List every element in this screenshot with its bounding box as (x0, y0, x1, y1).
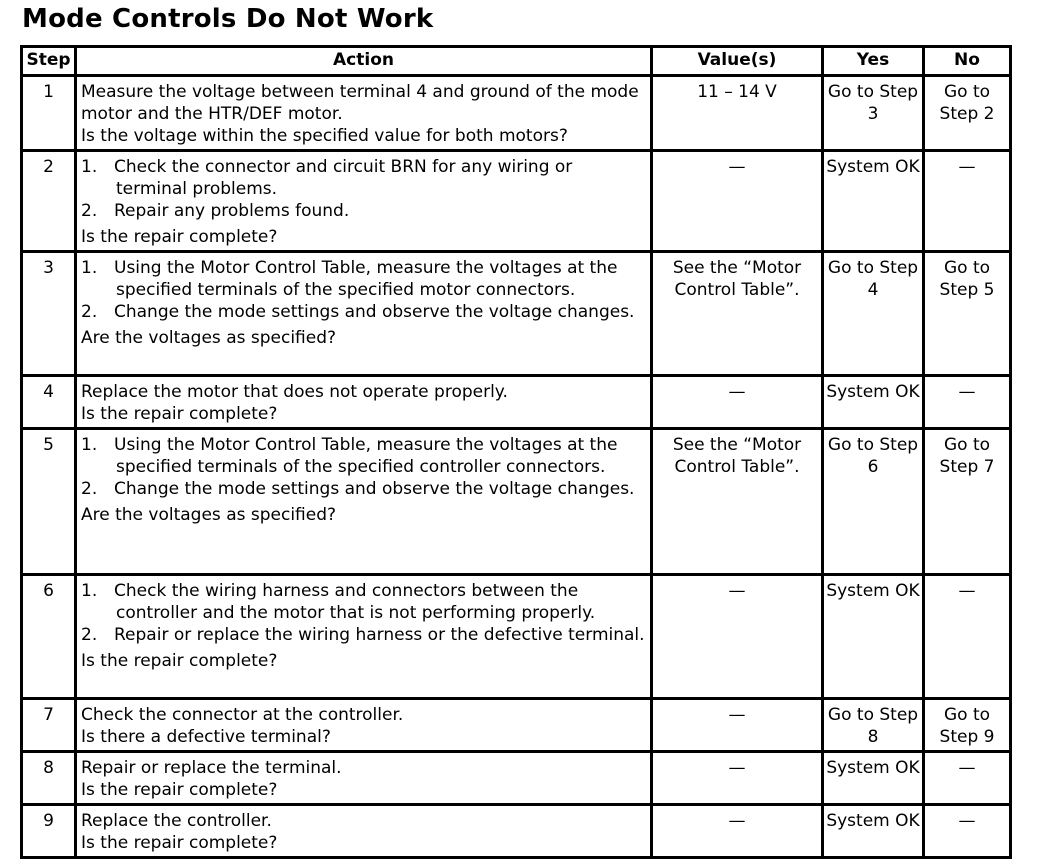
value-cell: — (653, 152, 824, 253)
step-number: 9 (23, 806, 77, 859)
action-cell (77, 700, 653, 753)
yes-cell: System OK (824, 576, 925, 700)
table-row (23, 753, 1012, 806)
action-item: 2. Change the mode settings and observe the voltage changes. (81, 479, 635, 499)
no-cell: Go to Step 2 (925, 77, 1012, 152)
yes-cell: Go to Step 6 (824, 430, 925, 576)
action-cell (77, 77, 653, 152)
diagnostic-table (20, 45, 1012, 859)
action-item: 2. Repair or replace the wiring harness or the defective terminal. (81, 625, 645, 645)
action-cell (77, 152, 653, 253)
header-action: Action (77, 48, 653, 77)
no-cell: Go to Step 5 (925, 253, 1012, 377)
action-question: Is the repair complete? (81, 780, 278, 800)
action-question: Is the repair complete? (81, 651, 278, 671)
page-title: Mode Controls Do Not Work (22, 4, 434, 34)
action-question: Is the repair complete? (81, 833, 278, 853)
table-row (23, 253, 1012, 377)
action-line: Replace the controller. (81, 811, 272, 831)
table-row (23, 77, 1012, 152)
step-number: 8 (23, 753, 77, 806)
action-question: Is the repair complete? (81, 227, 278, 247)
action-question: Is the voltage within the specified value for both motors? (81, 126, 568, 146)
action-line: Replace the motor that does not operate properly. (81, 382, 508, 402)
action-cell (77, 753, 653, 806)
step-number: 6 (23, 576, 77, 700)
action-line: Measure the voltage between terminal 4 and ground of the mode motor and the HTR/DEF motor. (81, 82, 639, 124)
yes-cell: Go to Step 8 (824, 700, 925, 753)
action-line: Repair or replace the terminal. (81, 758, 342, 778)
action-question: Are the voltages as specified? (81, 328, 337, 348)
value-cell: — (653, 700, 824, 753)
step-number: 2 (23, 152, 77, 253)
no-cell: — (925, 753, 1012, 806)
action-item: 2. Repair any problems found. (81, 201, 350, 221)
action-cell (77, 806, 653, 859)
action-question: Is there a defective terminal? (81, 727, 331, 747)
value-cell: See the “Motor Control Table”. (653, 253, 824, 377)
action-item: 2. Change the mode settings and observe the voltage changes. (81, 302, 635, 322)
table-row (23, 377, 1012, 430)
step-number: 1 (23, 77, 77, 152)
yes-cell: System OK (824, 152, 925, 253)
step-number: 3 (23, 253, 77, 377)
no-cell: Go to Step 7 (925, 430, 1012, 576)
value-cell: — (653, 753, 824, 806)
step-number: 7 (23, 700, 77, 753)
value-cell: 11 – 14 V (653, 77, 824, 152)
value-cell: — (653, 576, 824, 700)
header-yes: Yes (824, 48, 925, 77)
no-cell: Go to Step 9 (925, 700, 1012, 753)
action-cell (77, 253, 653, 377)
action-item: 1. Check the connector and circuit BRN for any wiring or terminal problems. (81, 157, 573, 199)
no-cell: — (925, 377, 1012, 430)
yes-cell: System OK (824, 753, 925, 806)
action-cell (77, 576, 653, 700)
table-row (23, 576, 1012, 700)
table-row (23, 152, 1012, 253)
yes-cell: System OK (824, 377, 925, 430)
no-cell: — (925, 806, 1012, 859)
no-cell: — (925, 576, 1012, 700)
table-row (23, 700, 1012, 753)
table-row (23, 806, 1012, 859)
action-cell (77, 430, 653, 576)
action-question: Are the voltages as specified? (81, 505, 337, 525)
yes-cell: Go to Step 4 (824, 253, 925, 377)
value-cell: See the “Motor Control Table”. (653, 430, 824, 576)
action-item: 1. Using the Motor Control Table, measure the voltages at the specified terminals of the specified motor connectors. (81, 258, 618, 300)
header-row (23, 48, 1012, 77)
value-cell: — (653, 377, 824, 430)
value-cell: — (653, 806, 824, 859)
header-values: Value(s) (653, 48, 824, 77)
action-question: Is the repair complete? (81, 404, 278, 424)
no-cell: — (925, 152, 1012, 253)
header-no: No (925, 48, 1012, 77)
step-number: 4 (23, 377, 77, 430)
table-row (23, 430, 1012, 576)
action-item: 1. Check the wiring harness and connectors between the controller and the motor that is not performing properly. (81, 581, 596, 623)
header-step: Step (23, 48, 77, 77)
yes-cell: Go to Step 3 (824, 77, 925, 152)
action-line: Check the connector at the controller. (81, 705, 404, 725)
action-cell (77, 377, 653, 430)
action-item: 1. Using the Motor Control Table, measure the voltages at the specified terminals of the specified controller connectors. (81, 435, 618, 477)
step-number: 5 (23, 430, 77, 576)
yes-cell: System OK (824, 806, 925, 859)
